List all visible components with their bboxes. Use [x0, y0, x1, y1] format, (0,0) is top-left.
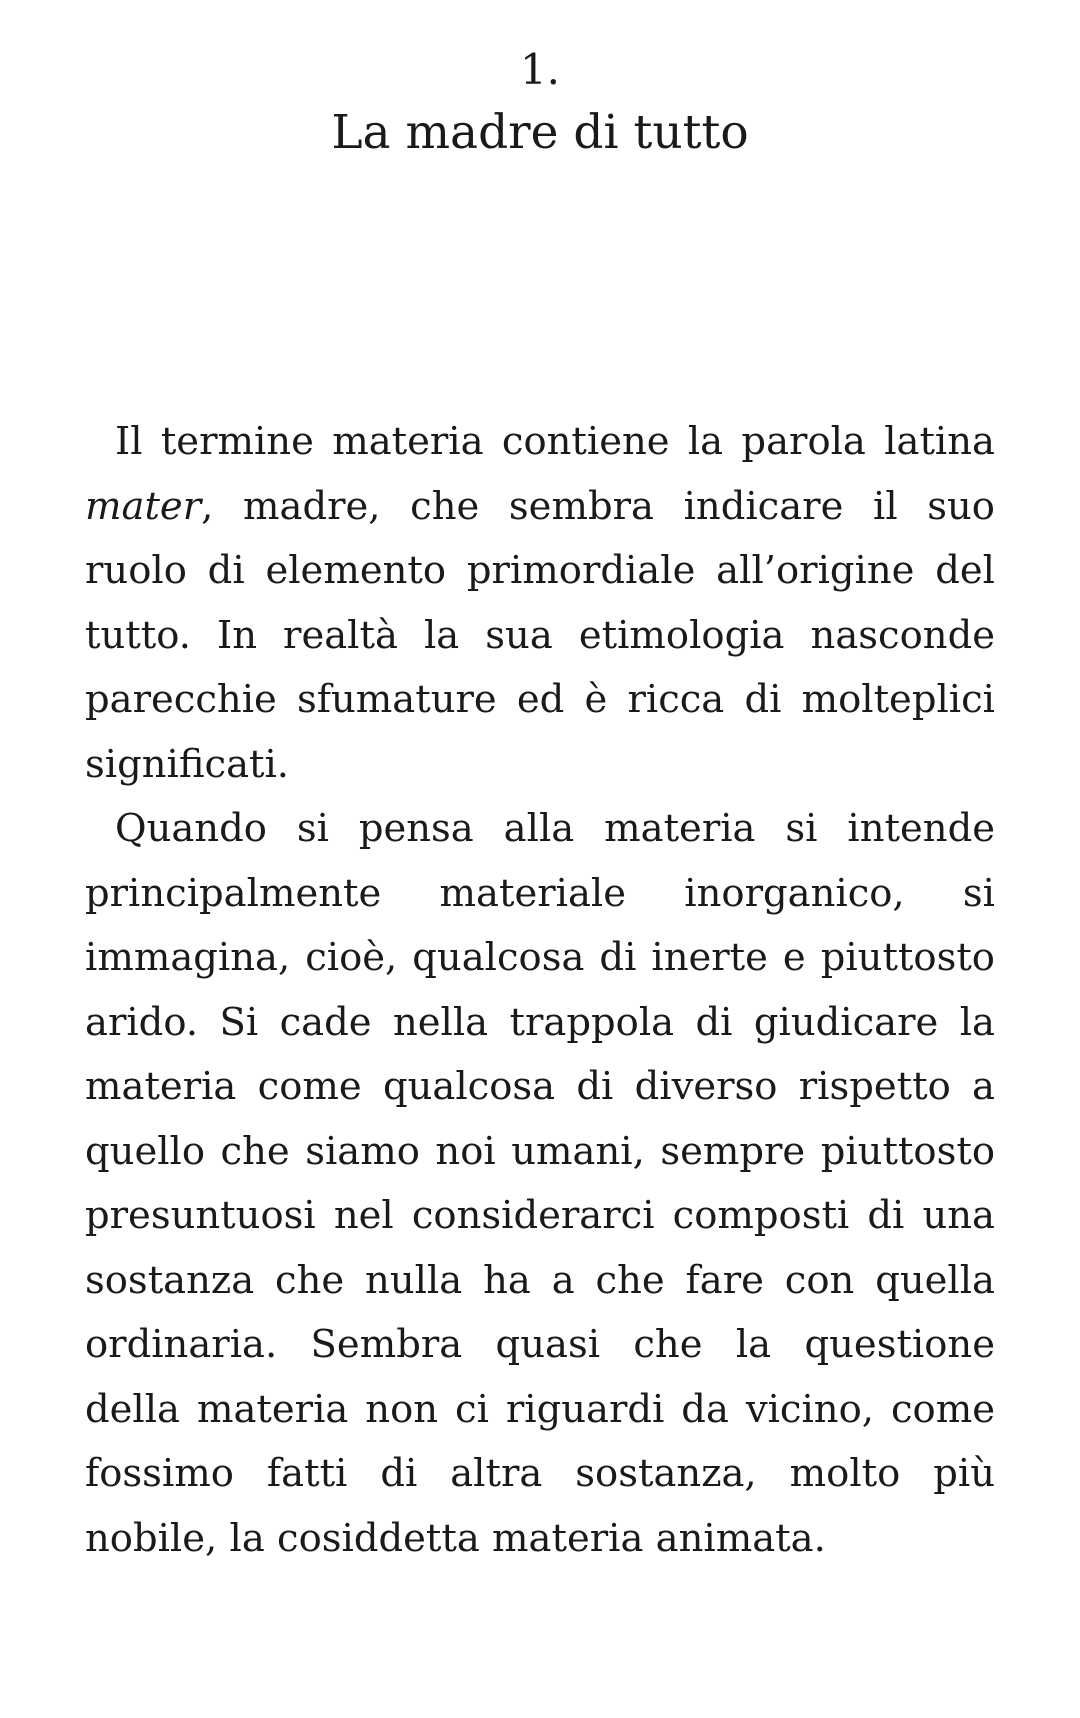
italic-term: mater [85, 483, 202, 529]
chapter-header [0, 40, 1080, 166]
paragraph-text: Il termine materia contiene la parola latina [115, 419, 995, 464]
chapter-title: La madre di tutto [331, 105, 749, 160]
paragraph: Quando si pensa alla materia si intende principalmente materiale inorganico, si immagina, cioè, qualcosa di inerte e piuttosto arido. Si cade nella trappola di giudicare la materia come qualcosa di diverso rispetto a quello che siamo noi umani, sempre piuttosto presuntuosi nel considerarci composti di una sostanza che nulla ha a che fare con quella ordinaria. Sembra quasi che la questione della materia non ci riguardi da vicino, come fossimo fatti di altra sostanza, molto più nobile, la cosiddetta materia animata. [85, 806, 995, 1561]
paragraph [85, 410, 995, 797]
chapter-body [85, 410, 995, 1571]
chapter-number: 1. [519, 45, 561, 94]
paragraph-text: , madre, che sembra indicare il suo ruolo di elemento primordiale all’origine del tutto. In realtà la sua etimologia nasconde parecchie sfumature ed è ricca di molteplici significati. [85, 483, 995, 787]
